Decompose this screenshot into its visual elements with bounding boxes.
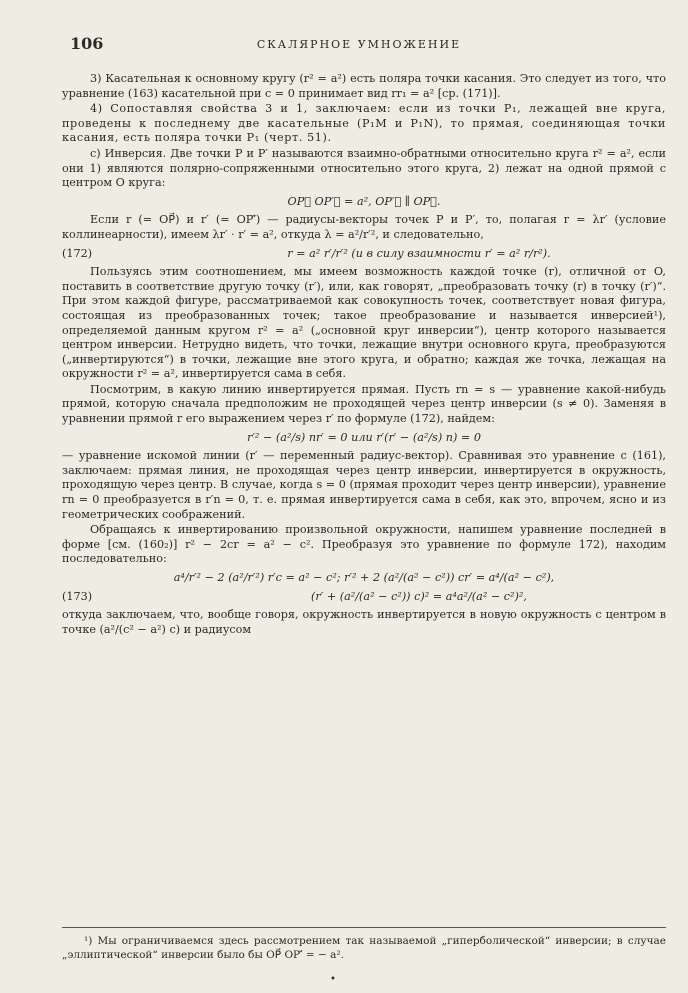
page-header xyxy=(70,34,648,54)
equation-number-172: (172) xyxy=(62,246,93,260)
equation-172-body: r = a² r′/r′² (и в силу взаимности r′ = a² r/r²). xyxy=(287,246,551,260)
formula-inverse-points: OP⃗ OP′⃗ = a², OP′⃗ ∥ OP⃗. xyxy=(287,194,441,208)
equation-173-body: (r′ + (a²/(a² − c²)) c)² = a⁴a²/(a² − c²)², xyxy=(311,589,527,603)
formula-circle-steps: a⁴/r′² − 2 (a²/r′²) r′c = a² − c²; r′² + 2 (a²/(a² − c²)) cr′ = a⁴/(a² − c²), xyxy=(173,571,555,584)
paragraph-radius-vectors: Если r (= OP⃗) и r′ (= OP′⃗) — радиусы-векторы точек P и P′, то, полагая r = λr′ (условие коллинеарности), имеем λr′ · r′ = a², откуда λ = a²/r′², и следовательно, xyxy=(62,213,666,241)
paragraph-circle-result: откуда заключаем, что, вообще говоря, окружность инвертируется в новую окружность с центром в точке (a²/(c² − a²) c) и радиусом xyxy=(62,608,666,636)
paragraph-inversion-definition: c) Инверсия. Две точки P и P′ называются взаимно-обратными относительно круга r² = a², если они 1) являются полярно-сопряженными относительно этого круга, 2) лежат на одной прямой с центром O круга: xyxy=(62,146,666,190)
paragraph-property-4: 4) Сопоставляя свойства 3 и 1, заключаем: если из точки P₁, лежащей вне круга, проведены к последнему две касательные (P₁M и P₁N), то прямая, соединяющая точки касания, есть поляра точки P₁ (черт. 51). xyxy=(62,102,666,145)
paragraph-circle-inversion: Обращаясь к инвертированию произвольной окружности, напишем уравнение последней в форме [см. (160₂)] r² − 2cr = a² − c². Преобразуя это уравнение по формуле 172), находим последовательно: xyxy=(62,523,666,566)
formula-inverted-line: r′² − (a²/s) nr′ = 0 или r′(r′ − (a²/s) n) = 0 xyxy=(247,430,481,444)
print-speck: • xyxy=(330,974,336,985)
equation-173 xyxy=(62,590,666,605)
paragraph-line-inversion: Посмотрим, в какую линию инвертируется прямая. Пусть rn = s — уравнение какой-нибудь прямой, которую сначала предположим не проходящей через центр инверсии (s ≠ 0). Заменяя в уравнении прямой r его выражением через r′ по формуле (172), найдем: xyxy=(62,382,666,426)
footnote-text: ¹) Мы ограничиваемся здесь рассмотрением так называемой „гиперболической“ инверсии; в случае „эллиптической“ инверсии было бы OP⃗ OP′⃗ = − a². xyxy=(62,935,666,961)
paragraph-transformation: Пользуясь этим соотношением, мы имеем возможность каждой точке (r), отличной от O, поставить в соответствие другую точку (r′), или, как говорят, „преобразовать точку (r) в точку (r′)“. При этом каждой фигуре, рассматриваемой как совокупность точек, соответствует новая фигура, состоящая из преобразованных точек; такое преобразование и называется инверсией¹), определяемой данным кругом r² = a² („основной круг инверсии“), центр которого называется центром инверсии. Нетрудно видеть, что точки, лежащие внутри основного круга, преобразуются („инвертируются“) в точки, лежащие вне этого круга, и обратно; каждая же точка, лежащая на окружности r² = a², инвертируется сама в себя. xyxy=(62,265,666,381)
equation-number-173: (173) xyxy=(62,589,93,603)
equation-172 xyxy=(62,247,666,262)
paragraph-tangent-polar: 3) Касательная к основному кругу (r² = a²) есть поляра точки касания. Это следует из того, что уравнение (163) касательной при c = 0 принимает вид rr₁ = a² [ср. (171)]. xyxy=(62,72,666,100)
page-number: 106 xyxy=(70,34,104,53)
page-body xyxy=(62,72,666,638)
running-title: СКАЛЯРНОЕ УМНОЖЕНИЕ xyxy=(256,38,462,51)
footnote xyxy=(62,927,666,962)
paragraph-line-result: — уравнение искомой линии (r′ — переменный радиус-вектор). Сравнивая это уравнение с (161), заключаем: прямая линия, не проходящая через центр инверсии, инвертируется в окружность, проходящую через центр. В случае, когда s = 0 (прямая проходит через центр инверсии), уравнение rn = 0 преобразуется в r′n = 0, т. е. прямая инвертируется сама в себя, как это, впрочем, ясно и из геометрических соображений. xyxy=(62,449,666,521)
